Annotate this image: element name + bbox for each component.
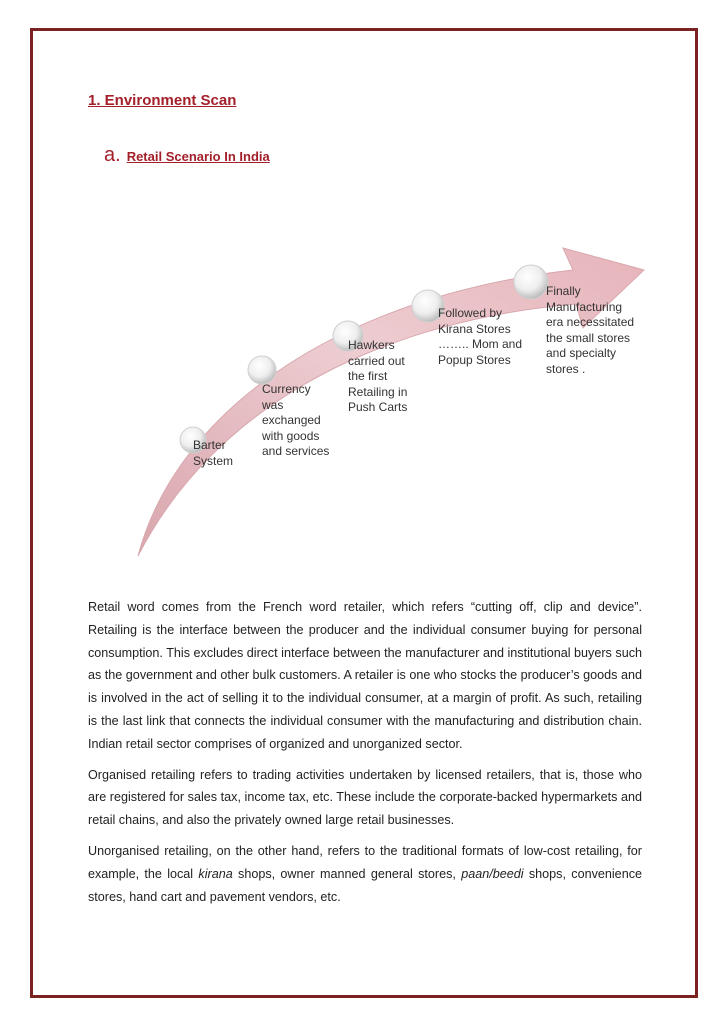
retail-evolution-diagram (88, 200, 648, 570)
stage-label-2: Currency was exchanged with goods and services (262, 382, 330, 458)
paragraph-2: Organised retailing refers to trading activities undertaken by licensed retailers, that is, those who are registered for sales tax, income tax, etc. These include the corporate-backed hypermarkets and retail chains, and also the privately owned large retail businesses. (88, 767, 642, 828)
paragraph-3-emphasis-2: paan/beedi (461, 866, 524, 881)
subsection-title: Retail Scenario In India (126, 149, 270, 164)
stage-label-3: Hawkers carried out the first Retailing in Push Carts (348, 338, 408, 414)
subsection-letter: a. (104, 144, 121, 166)
body-text (88, 596, 642, 916)
stage-bubble-5 (514, 265, 548, 299)
stage-label-1: Barter System (193, 438, 234, 468)
subsection-heading (104, 140, 270, 168)
paragraph-3-part-3: shops, convenience stores, hand cart and pavement vendors, etc. (88, 866, 642, 904)
section-heading: 1. Environment Scan (88, 92, 237, 109)
paragraph-3-emphasis-1: kirana (198, 866, 233, 881)
stage-bubble-2 (248, 356, 276, 384)
stage-label-5: Finally Manufacturing era necessitated the small stores and specialty stores . (546, 284, 635, 376)
paragraph-3 (88, 840, 642, 908)
paragraph-3-part-2: shops, owner manned general stores, (232, 866, 462, 881)
paragraph-1: Retail word comes from the French word retailer, which refers “cutting off, clip and device”. Retailing is the interface between the producer and the individual consumer buying for personal consumption. This excludes direct interface between the manufacturer and institutional buyers such as the government and other bulk customers. A retailer is one who stocks the producer’s goods and is involved in the act of selling it to the individual consumer, at a margin of profit. As such, retailing is the last link that connects the individual consumer with the manufacturing and distribution chain. Indian retail sector comprises of organized and unorganized sector. (88, 600, 642, 751)
paragraph-3-part-1: Unorganised retailing, on the other hand, refers to the traditional formats of low-cost retailing, for example, the local (88, 843, 642, 881)
stage-label-4: Followed by Kirana Stores …….. Mom and Popup Stores (438, 306, 523, 367)
